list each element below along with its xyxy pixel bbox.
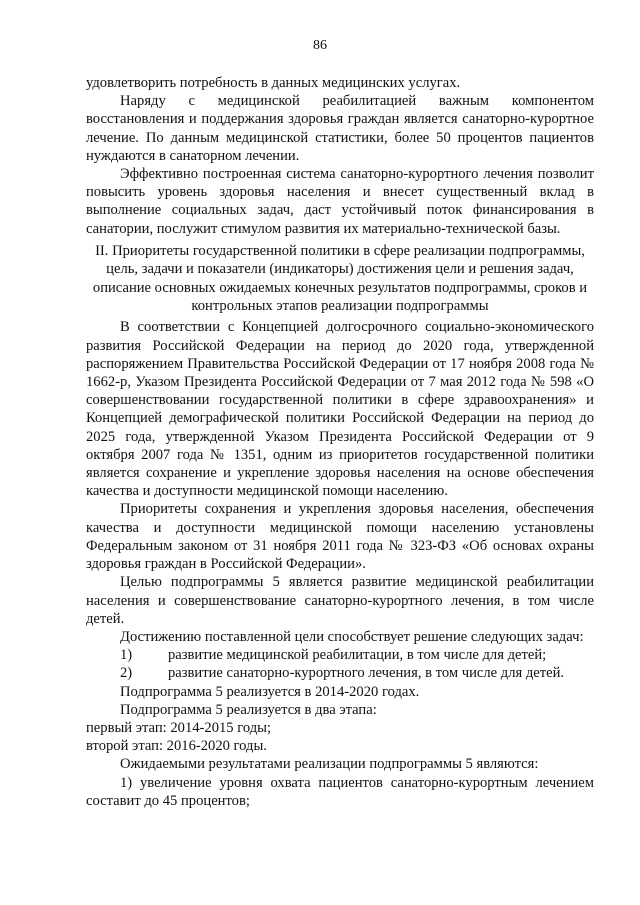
paragraph-goal: Целью подпрограммы 5 является развитие медицинской реабилитации населения и совершенствование санаторно-курортного лечения, в том числе детей. — [86, 574, 594, 627]
list-item-text: развитие санаторно-курортного лечения, в том числе для детей. — [168, 665, 565, 682]
list-item-text: развитие медицинской реабилитации, в том числе для детей; — [168, 647, 547, 664]
line-stage-2: второй этап: 2016-2020 годы. — [86, 738, 267, 755]
list-item-number: 2) — [120, 665, 133, 682]
paragraph-concept-priorities: В соответствии с Концепцией долгосрочного социально-экономического развития Российской Федерации на период до 2020 года, утвержденной распоряжением Правительства Российской Федерации от 17 ноября 2008 года № 1662-р, Указом Президента Российской Федерации от 7 мая 2012 года № 598 «О совершенствовании государственной политики в сфере здравоохранения» и Концепцией демографической политики Российской Федерации на период до 2025 года, утвержденной Указом Президента Российской Федерации от 9 октября 2007 года № 1351, одним из приоритетов государственной политики является сохранение и укрепление здоровья населения на основе обеспечения качества и доступности медицинской помощи населению. — [86, 319, 594, 500]
list-item — [86, 646, 594, 664]
page-number: 86 — [313, 38, 327, 53]
list-item — [86, 664, 594, 682]
paragraph-result-1: 1) увеличение уровня охвата пациентов санаторно-курортным лечением составит до 45 процентов; — [86, 774, 594, 809]
line-stages-intro: Подпрограмма 5 реализуется в два этапа: — [120, 701, 377, 718]
line-stage-1: первый этап: 2014-2015 годы; — [86, 719, 272, 736]
list-item-number: 1) — [120, 647, 133, 664]
line-results-intro: Ожидаемыми результатами реализации подпрограммы 5 являются: — [120, 756, 539, 773]
paragraph-sanatorium-effectiveness: Эффективно построенная система санаторно-курортного лечения позволит повысить уровень здоровья населения и внесет существенный вклад в выполнение социальных задач, даст устойчивый поток финансирования в санатории, послужит стимулом развития их материально-технической базы. — [86, 166, 594, 237]
paragraph-continuation: удовлетворить потребность в данных медицинских услугах. — [86, 75, 461, 91]
section-heading: II. Приоритеты государственной политики в сфере реализации подпрограммы, цель, задачи и показатели (индикаторы) достижения цели и решения задач, описание основных ожидаемых конечных результатов подпрограммы, сроков и контрольных этапов реализации подпрограммы — [92, 242, 588, 315]
paragraph-sanatorium-importance: Наряду с медицинской реабилитацией важным компонентом восстановления и поддержания здоровья граждан является санаторно-курортное лечение. По данным медицинской статистики, более 50 процентов пациентов нуждаются в санаторном лечении. — [86, 93, 594, 164]
paragraph-tasks-intro: Достижению поставленной цели способствует решение следующих задач: — [120, 628, 584, 645]
line-period: Подпрограмма 5 реализуется в 2014-2020 годах. — [120, 683, 420, 700]
document-body — [86, 74, 594, 810]
paragraph-federal-law: Приоритеты сохранения и укрепления здоровья населения, обеспечения качества и доступности медицинской помощи населению установлены Федеральным законом от 31 ноября 2011 года № 323-ФЗ «Об основах охраны здоровья граждан в Российской Федерации». — [86, 501, 594, 573]
